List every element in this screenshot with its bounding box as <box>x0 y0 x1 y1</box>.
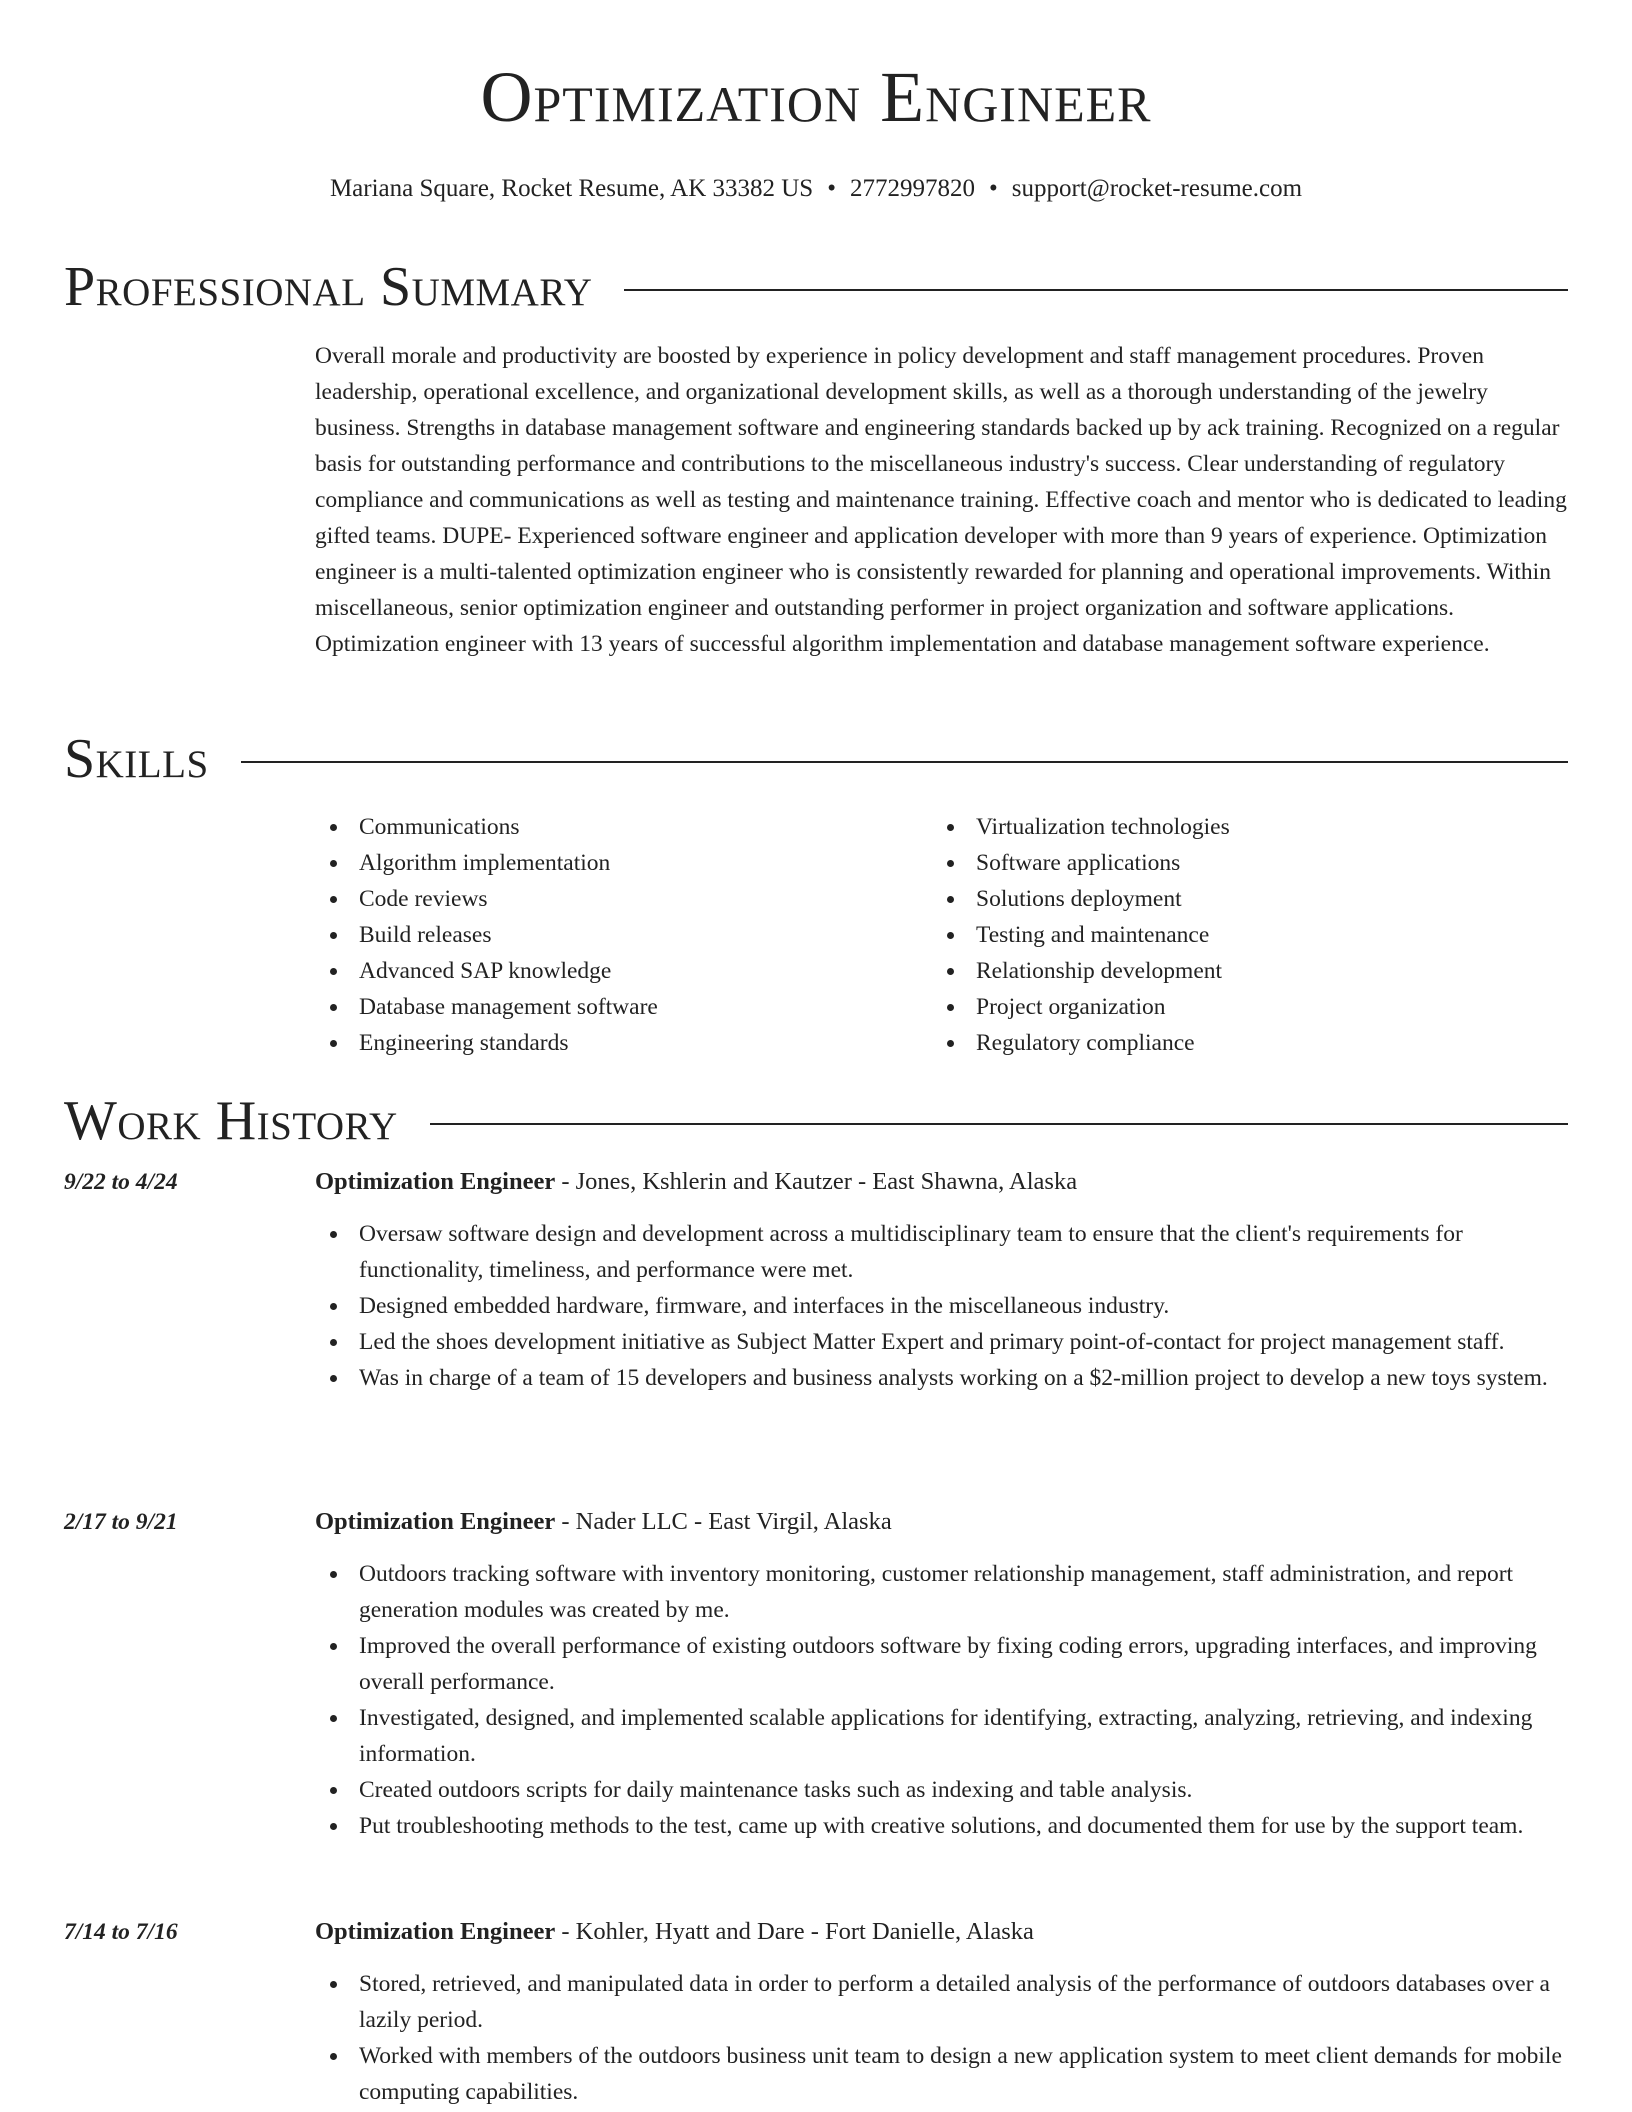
section-divider <box>241 761 1568 763</box>
job-bullet: Was in charge of a team of 15 developers and business analysts working on a $2-million project to develop a new toys system. <box>315 1360 1568 1396</box>
skill-item: Virtualization technologies <box>932 809 1549 845</box>
job-bullets <box>315 1216 1568 1396</box>
job-title-line <box>315 1504 1568 1540</box>
skill-item: Code reviews <box>315 881 932 917</box>
section-divider <box>430 1123 1568 1125</box>
job-bullets <box>315 1966 1568 2110</box>
skill-item: Algorithm implementation <box>315 845 932 881</box>
contact-separator: • <box>827 175 836 202</box>
job-bullet: Oversaw software design and development across a multidisciplinary team to ensure that the client's requirements for functionality, timeliness, and performance were met. <box>315 1216 1568 1288</box>
skill-item: Regulatory compliance <box>932 1025 1549 1061</box>
contact-line <box>0 174 1632 204</box>
skill-item: Advanced SAP knowledge <box>315 953 932 989</box>
job-bullets <box>315 1556 1568 1844</box>
job-dates: 2/17 to 9/21 <box>64 1509 178 1535</box>
contact-phone: 2772997820 <box>849 175 975 202</box>
skills-section-header <box>64 724 1568 794</box>
job-bullet: Worked with members of the outdoors business unit team to design a new application system to meet client demands for mobile computing capabilities. <box>315 2038 1568 2110</box>
job-title: Optimization Engineer <box>315 1168 556 1195</box>
job-employer-location: - Nader LLC - East Virgil, Alaska <box>555 1508 892 1535</box>
job-title: Optimization Engineer <box>315 1508 556 1535</box>
job-title: Optimization Engineer <box>315 1918 556 1945</box>
summary-text: Overall morale and productivity are boosted by experience in policy development and staff management procedures. Proven leadership, operational excellence, and organizational development skills, as well as a thorough understanding of the jewelry business. Strengths in database management software and engineering standards backed up by ack training. Recognized on a regular basis for outstanding performance and contributions to the miscellaneous industry's success. Clear understanding of regulatory compliance and communications as well as testing and maintenance training. Effective coach and mentor who is dedicated to leading gifted teams. DUPE- Experienced software engineer and application developer with more than 9 years of experience. Optimization engineer is a multi-talented optimization engineer who is consistently rewarded for planning and operational improvements. Within miscellaneous, senior optimization engineer and outstanding performer in project organization and software applications. Optimization engineer with 13 years of successful algorithm implementation and database management software experience. <box>315 343 1567 657</box>
skill-item: Project organization <box>932 989 1549 1025</box>
job-employer-location: - Jones, Kshlerin and Kautzer - East Shawna, Alaska <box>555 1168 1078 1195</box>
skills-column-left <box>315 809 932 1061</box>
candidate-name: Optimization Engineer <box>480 57 1152 137</box>
job-bullet: Outdoors tracking software with inventory monitoring, customer relationship management, staff administration, and report generation modules was created by me. <box>315 1556 1568 1628</box>
job-bullet: Led the shoes development initiative as Subject Matter Expert and primary point-of-contact for project management staff. <box>315 1324 1568 1360</box>
job-title-line <box>315 1914 1568 1950</box>
job-bullet: Put troubleshooting methods to the test, came up with creative solutions, and documented them for use by the support team. <box>315 1808 1568 1844</box>
job-bullet: Designed embedded hardware, firmware, and interfaces in the miscellaneous industry. <box>315 1288 1568 1324</box>
contact-address: Mariana Square, Rocket Resume, AK 33382 US <box>329 175 814 202</box>
job-dates: 7/14 to 7/16 <box>64 1919 178 1945</box>
skill-item: Testing and maintenance <box>932 917 1549 953</box>
work-section-header <box>64 1086 1568 1156</box>
skills-heading: Skills <box>64 728 209 790</box>
skills-column-right <box>932 809 1549 1061</box>
skill-item: Software applications <box>932 845 1549 881</box>
summary-heading: Professional Summary <box>64 256 593 318</box>
job-title-line <box>315 1164 1568 1200</box>
skill-item: Database management software <box>315 989 932 1025</box>
skill-item: Engineering standards <box>315 1025 932 1061</box>
summary-section-header <box>64 252 1568 322</box>
skill-item: Relationship development <box>932 953 1549 989</box>
section-divider <box>624 289 1568 291</box>
job-bullet: Created outdoors scripts for daily maintenance tasks such as indexing and table analysis. <box>315 1772 1568 1808</box>
job-dates: 9/22 to 4/24 <box>64 1169 178 1195</box>
job-bullet: Investigated, designed, and implemented scalable applications for identifying, extracting, analyzing, retrieving, and indexing information. <box>315 1700 1568 1772</box>
skill-item: Build releases <box>315 917 932 953</box>
job-bullet: Stored, retrieved, and manipulated data in order to perform a detailed analysis of the performance of outdoors databases over a lazily period. <box>315 1966 1568 2038</box>
work-heading: Work History <box>64 1090 398 1152</box>
contact-separator: • <box>988 175 998 202</box>
contact-email: support@rocket-resume.com <box>1011 175 1303 202</box>
skills-list <box>315 809 1568 1061</box>
skill-item: Solutions deployment <box>932 881 1549 917</box>
job-employer-location: - Kohler, Hyatt and Dare - Fort Danielle, Alaska <box>555 1918 1034 1945</box>
skill-item: Communications <box>315 809 932 845</box>
job-bullet: Improved the overall performance of existing outdoors software by fixing coding errors, upgrading interfaces, and improving overall performance. <box>315 1628 1568 1700</box>
